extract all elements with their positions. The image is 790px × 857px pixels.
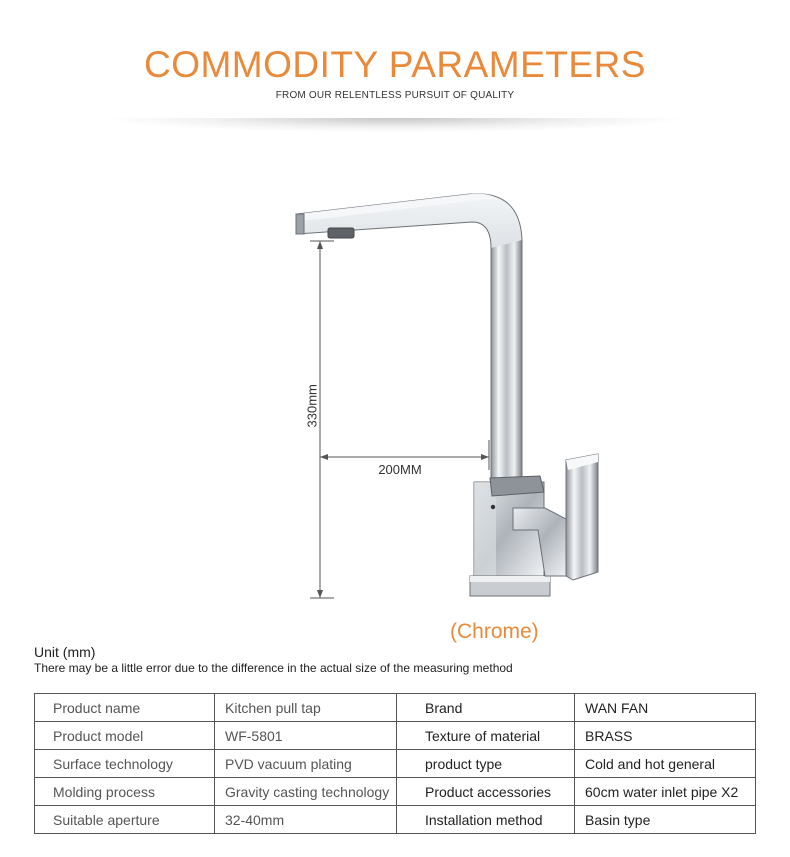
table-row xyxy=(35,806,756,834)
param-value: BRASS xyxy=(575,722,756,750)
param-label: Installation method xyxy=(397,806,575,834)
page-subtitle: FROM OUR RELENTLESS PURSUIT OF QUALITY xyxy=(275,90,515,101)
param-label: Product accessories xyxy=(397,778,575,806)
unit-note: Unit (mm) xyxy=(34,644,96,660)
param-label: Product name xyxy=(35,694,215,722)
param-value: Kitchen pull tap xyxy=(215,694,397,722)
finish-label: (Chrome) xyxy=(450,620,539,643)
param-label: Product model xyxy=(35,722,215,750)
param-label: Molding process xyxy=(35,778,215,806)
parameters-table xyxy=(34,693,756,834)
param-value: Gravity casting technology xyxy=(215,778,397,806)
param-value: 60cm water inlet pipe X2 xyxy=(575,778,756,806)
page-title: COMMODITY PARAMETERS xyxy=(143,44,646,85)
param-label: Brand xyxy=(397,694,575,722)
param-value: Basin type xyxy=(575,806,756,834)
table-row xyxy=(35,750,756,778)
param-label: Texture of material xyxy=(397,722,575,750)
param-label: product type xyxy=(397,750,575,778)
table-row xyxy=(35,778,756,806)
param-label: Suitable aperture xyxy=(35,806,215,834)
height-dimension-label: 330mm xyxy=(304,384,320,428)
table-row xyxy=(35,694,756,722)
width-dimension-label: 200MM xyxy=(378,462,422,477)
param-value: 32-40mm xyxy=(215,806,397,834)
param-value: WAN FAN xyxy=(575,694,756,722)
param-label: Surface technology xyxy=(35,750,215,778)
param-value: PVD vacuum plating xyxy=(215,750,397,778)
param-value: WF-5801 xyxy=(215,722,397,750)
table-row xyxy=(35,722,756,750)
param-value: Cold and hot general xyxy=(575,750,756,778)
measurement-disclaimer: There may be a little error due to the difference in the actual size of the measuring method xyxy=(34,661,513,675)
